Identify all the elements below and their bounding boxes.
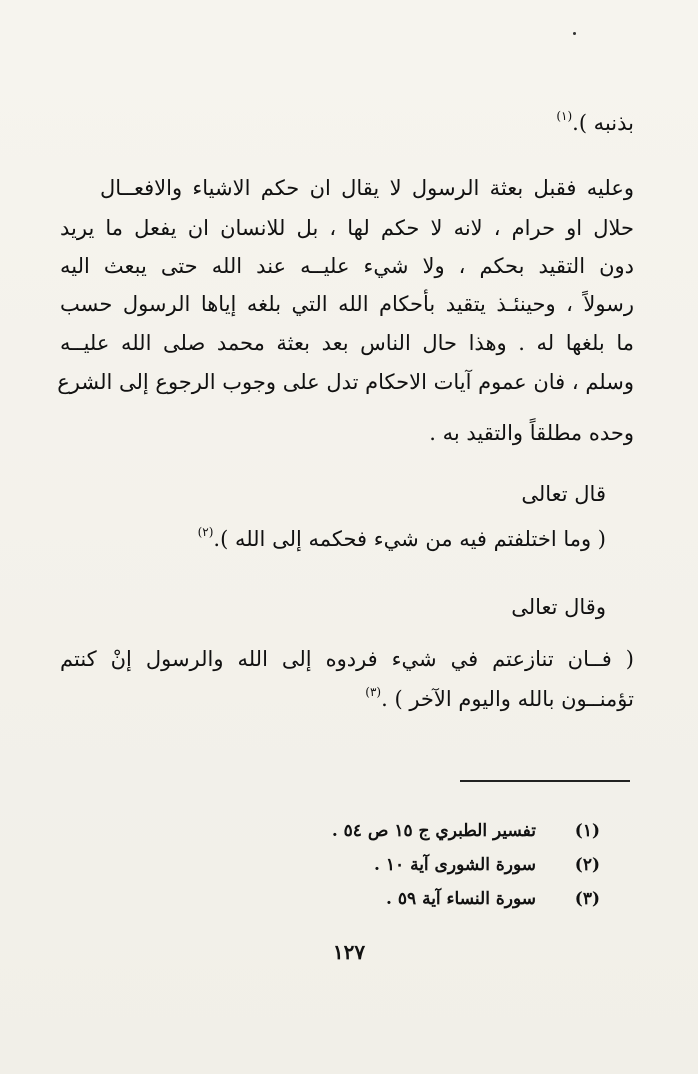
paragraph-line-5: ما بلغها له . وهذا حال الناس بعد بعثة محمد صلى الله عليــه — [60, 331, 634, 355]
page-number: ١٢٧ — [332, 940, 366, 964]
paragraph-line-3: دون التقيد بحكم ، ولا شيء عليــه عند الله حتى يبعث اليه — [60, 254, 634, 278]
paragraph-line-4: رسولاً ، وحينئـذ يتقيد بأحكام الله التي بلغه إياها الرسول حسب — [60, 292, 634, 316]
footnote-2-number: (٢) — [574, 855, 600, 875]
footnote-1-number: (١) — [574, 821, 600, 841]
quote2-line-1: ( فــان تنازعتم في شيء فردوه إلى الله والرسول إنْ كنتم — [60, 647, 634, 671]
footnote-3 — [386, 886, 600, 912]
footnote-3-number: (٣) — [574, 889, 600, 909]
paragraph-line-6: وسلم ، فان عموم آيات الاحكام تدل على وجوب الرجوع إلى الشرع — [57, 370, 634, 394]
quote2-text: تؤمنــون بالله واليوم الآخر ) . — [381, 687, 634, 711]
paragraph-line-7: وحده مطلقاً والتقيد به . — [429, 421, 634, 445]
footnote-ref-2: (٢) — [197, 525, 214, 539]
footnote-2 — [374, 852, 600, 878]
quote2-intro: وقال تعالى — [511, 595, 606, 619]
quote1-intro: قال تعالى — [521, 482, 606, 506]
footnote-3-text: سورة النساء آية ٥٩ . — [386, 889, 536, 909]
footnote-ref-3: (٣) — [365, 685, 382, 699]
quote1-line — [198, 524, 606, 557]
footnote-divider — [460, 780, 630, 782]
opening-text: بذنبه ). — [572, 111, 634, 135]
quote1-text: ( وما اختلفتم فيه من شيء فحكمه إلى الله ). — [213, 527, 606, 551]
footnote-1-text: تفسير الطبري ج ١٥ ص ٥٤ . — [331, 821, 536, 841]
paragraph-line-2: حلال او حرام ، لانه لا حكم لها ، بل للانسان ان يفعل ما يريد — [60, 216, 634, 240]
ink-speck — [573, 32, 576, 35]
quote2-line-2 — [365, 684, 634, 717]
footnote-ref-1: (١) — [556, 109, 573, 123]
paragraph-line-1: وعليه فقبل بعثة الرسول لا يقال ان حكم الاشياء والافعــال — [100, 176, 634, 200]
footnote-2-text: سورة الشورى آية ١٠ . — [374, 855, 536, 875]
footnote-1 — [332, 818, 600, 844]
opening-line — [556, 108, 634, 141]
